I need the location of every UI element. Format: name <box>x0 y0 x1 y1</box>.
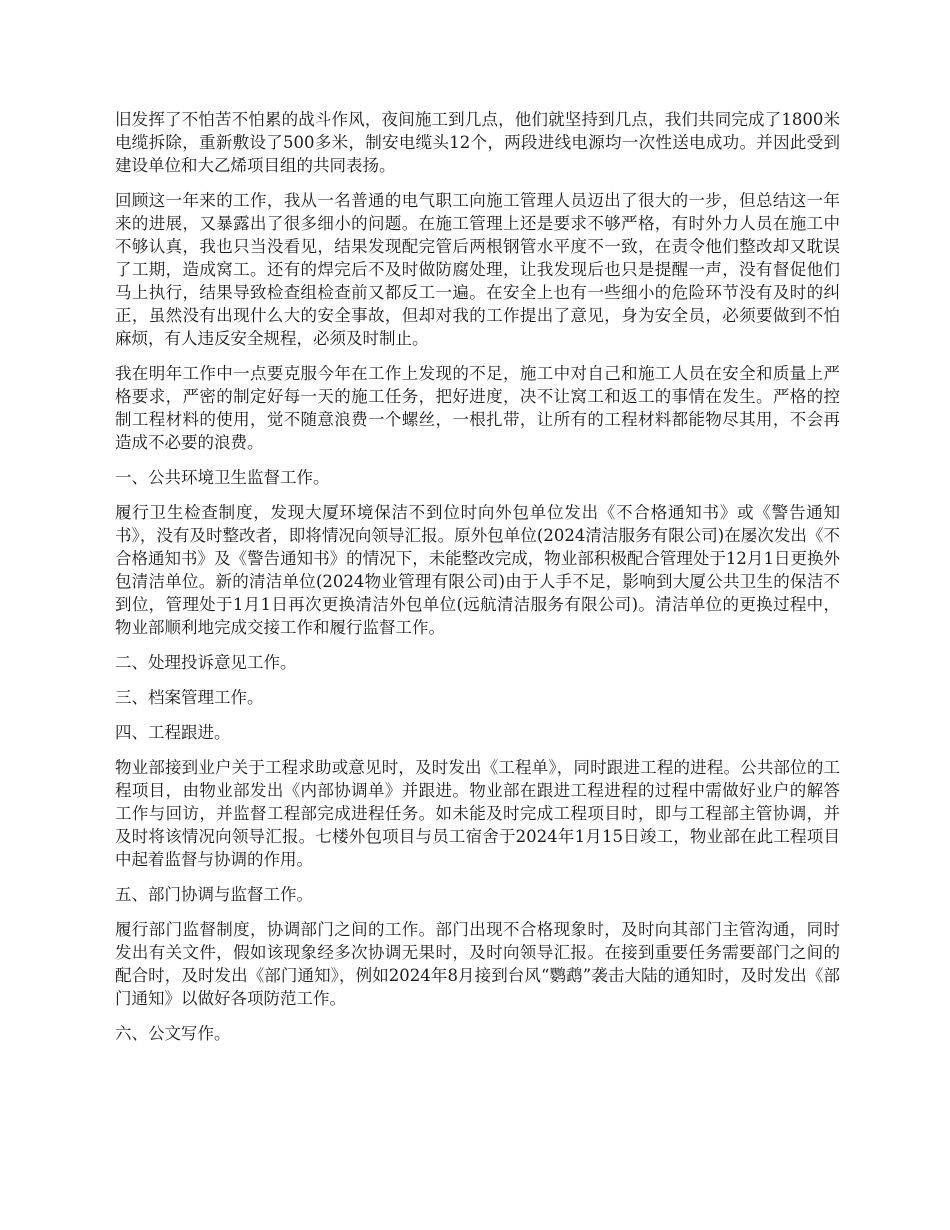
section-heading-engineering: 四、工程跟进。 <box>115 723 231 742</box>
section-heading-archives: 三、档案管理工作。 <box>115 688 264 707</box>
document-body <box>115 108 840 1057</box>
paragraph-year-review: 回顾这一年来的工作，我从一名普通的电气职工向施工管理人员迈出了很大的一步，但总结这一年来的进展，又暴露出了很多细小的问题。在施工管理上还是要求不够严格，有时外力人员在施工中不够认真，我也只当没看见，结果发现配完管后两根钢管水平度不一致，在责令他们整改却又耽误了工期，造成窝工。还有的焊完后不及时做防腐处理，让我发现后也只是提醒一声，没有督促他们马上执行，结果导致检查组检查前又都反工一遍。在安全上也有一些细小的危险环节没有及时的纠正，虽然没有出现什么大的安全事故，但却对我的工作提出了意见，身为安全员，必须要做到不怕麻烦，有人违反安全规程，必须及时制止。 <box>115 191 840 348</box>
paragraph-engineering: 物业部接到业户关于工程求助或意见时，及时发出《工程单》，同时跟进工程的进程。公共部位的工程项目，由物业部发出《内部协调单》并跟进。物业部在跟进工程进程的过程中需做好业户的解答工作与回访，并监督工程部完成进程任务。如未能及时完成工程项目时，即与工程部主管协调，并及时将该情况向领导汇报。七楼外包项目与员工宿舍于2024年1月15日竣工，物业部在此工程项目中起着监督与协调的作用。 <box>115 758 840 869</box>
paragraph-coordination: 履行部门监督制度，协调部门之间的工作。部门出现不合格现象时，及时向其部门主管沟通，同时发出有关文件，假如该现象经多次协调无果时，及时向领导汇报。在接到重要任务需要部门之间的配合时，及时发出《部门通知》，例如2024年8月接到台风“鹦鹉”袭击大陆的通知时，及时发出《部门通知》以做好各项防范工作。 <box>115 920 840 1008</box>
section-heading-writing: 六、公文写作。 <box>115 1024 231 1043</box>
paragraph-next-year-plan: 我在明年工作中一点要克服今年在工作上发现的不足，施工中对自己和施工人员在安全和质量上严格要求，严密的制定好每一天的施工任务，把好进度，决不让窝工和返工的事情在发生。严格的控制工程材料的使用，觉不随意浪费一个螺丝，一根扎带，让所有的工程材料都能物尽其用，不会再造成不必要的浪费。 <box>115 364 840 452</box>
paragraph-construction-summary: 旧发挥了不怕苦不怕累的战斗作风，夜间施工到几点，他们就坚持到几点，我们共同完成了1800米电缆拆除，重新敷设了500多米，制安电缆头12个，两段进线电源均一次性送电成功。并因此受到建设单位和大乙烯项目组的共同表扬。 <box>115 110 840 175</box>
paragraph-sanitation: 履行卫生检查制度，发现大厦环境保洁不到位时向外包单位发出《不合格通知书》或《警告通知书》，没有及时整改者，即将情况向领导汇报。原外包单位(2024清洁服务有限公司)在屡次发出《不合格通知书》及《警告通知书》的情况下，未能整改完成，物业部积极配合管理处于12月1日更换外包清洁单位。新的清洁单位(2024物业管理有限公司)由于人手不足，影响到大厦公共卫生的保洁不到位，管理处于1月1日再次更换清洁外包单位(远航清洁服务有限公司)。清洁单位的更换过程中，物业部顺利地完成交接工作和履行监督工作。 <box>115 503 840 637</box>
section-heading-complaints: 二、处理投诉意见工作。 <box>115 653 297 672</box>
section-heading-sanitation: 一、公共环境卫生监督工作。 <box>115 468 330 487</box>
section-heading-coordination: 五、部门协调与监督工作。 <box>115 885 313 904</box>
